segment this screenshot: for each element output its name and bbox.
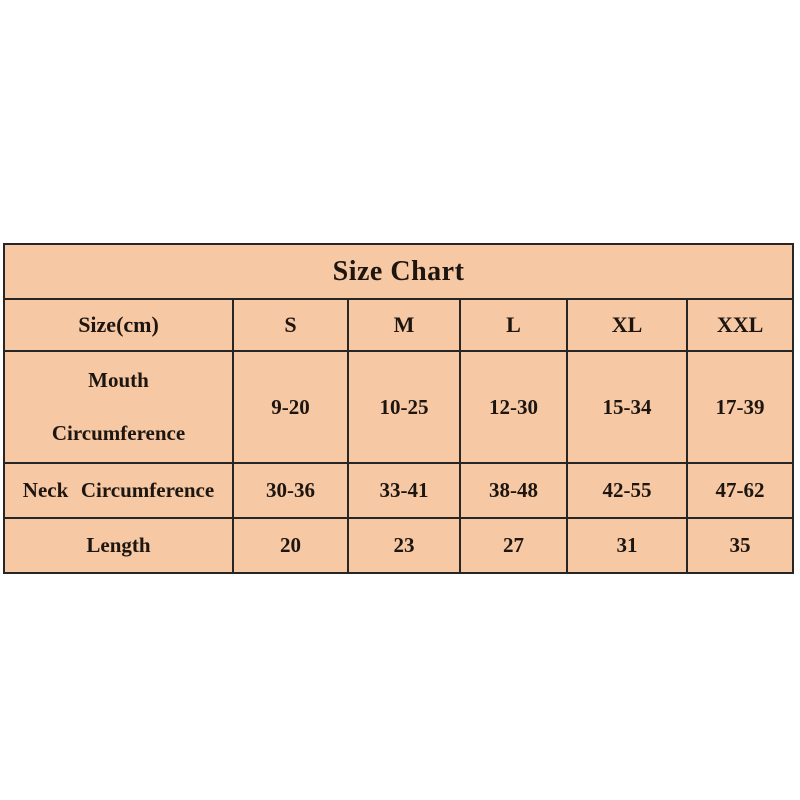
size-chart-table (3, 243, 794, 574)
mouth-circumference-label-lines (5, 352, 232, 462)
mouth-value-xxl: 17-39 (687, 351, 793, 463)
header-size-m: M (348, 299, 460, 351)
header-size-xxl: XXL (687, 299, 793, 351)
neck-value-xxl: 47-62 (687, 463, 793, 518)
label-line-circumference: Circumference (51, 421, 186, 445)
row-label-length: Length (4, 518, 233, 573)
neck-value-xl: 42-55 (567, 463, 687, 518)
length-value-m: 23 (348, 518, 460, 573)
title-row (4, 244, 793, 299)
mouth-value-s: 9-20 (233, 351, 348, 463)
chart-title: Size Chart (4, 244, 793, 299)
header-size-l: L (460, 299, 567, 351)
length-value-xl: 31 (567, 518, 687, 573)
neck-value-m: 33-41 (348, 463, 460, 518)
length-value-s: 20 (233, 518, 348, 573)
neck-value-l: 38-48 (460, 463, 567, 518)
row-label-neck-circumference: Neck Circumference (4, 463, 233, 518)
neck-value-s: 30-36 (233, 463, 348, 518)
header-size-unit: Size(cm) (4, 299, 233, 351)
mouth-value-l: 12-30 (460, 351, 567, 463)
header-size-xl: XL (567, 299, 687, 351)
header-size-s: S (233, 299, 348, 351)
label-line-mouth: Mouth (88, 368, 149, 392)
length-value-l: 27 (460, 518, 567, 573)
table-row-neck-circumference (4, 463, 793, 518)
mouth-value-m: 10-25 (348, 351, 460, 463)
mouth-value-xl: 15-34 (567, 351, 687, 463)
row-label-mouth-circumference (4, 351, 233, 463)
length-value-xxl: 35 (687, 518, 793, 573)
table-row-mouth-circumference (4, 351, 793, 463)
table-row-length (4, 518, 793, 573)
header-row (4, 299, 793, 351)
